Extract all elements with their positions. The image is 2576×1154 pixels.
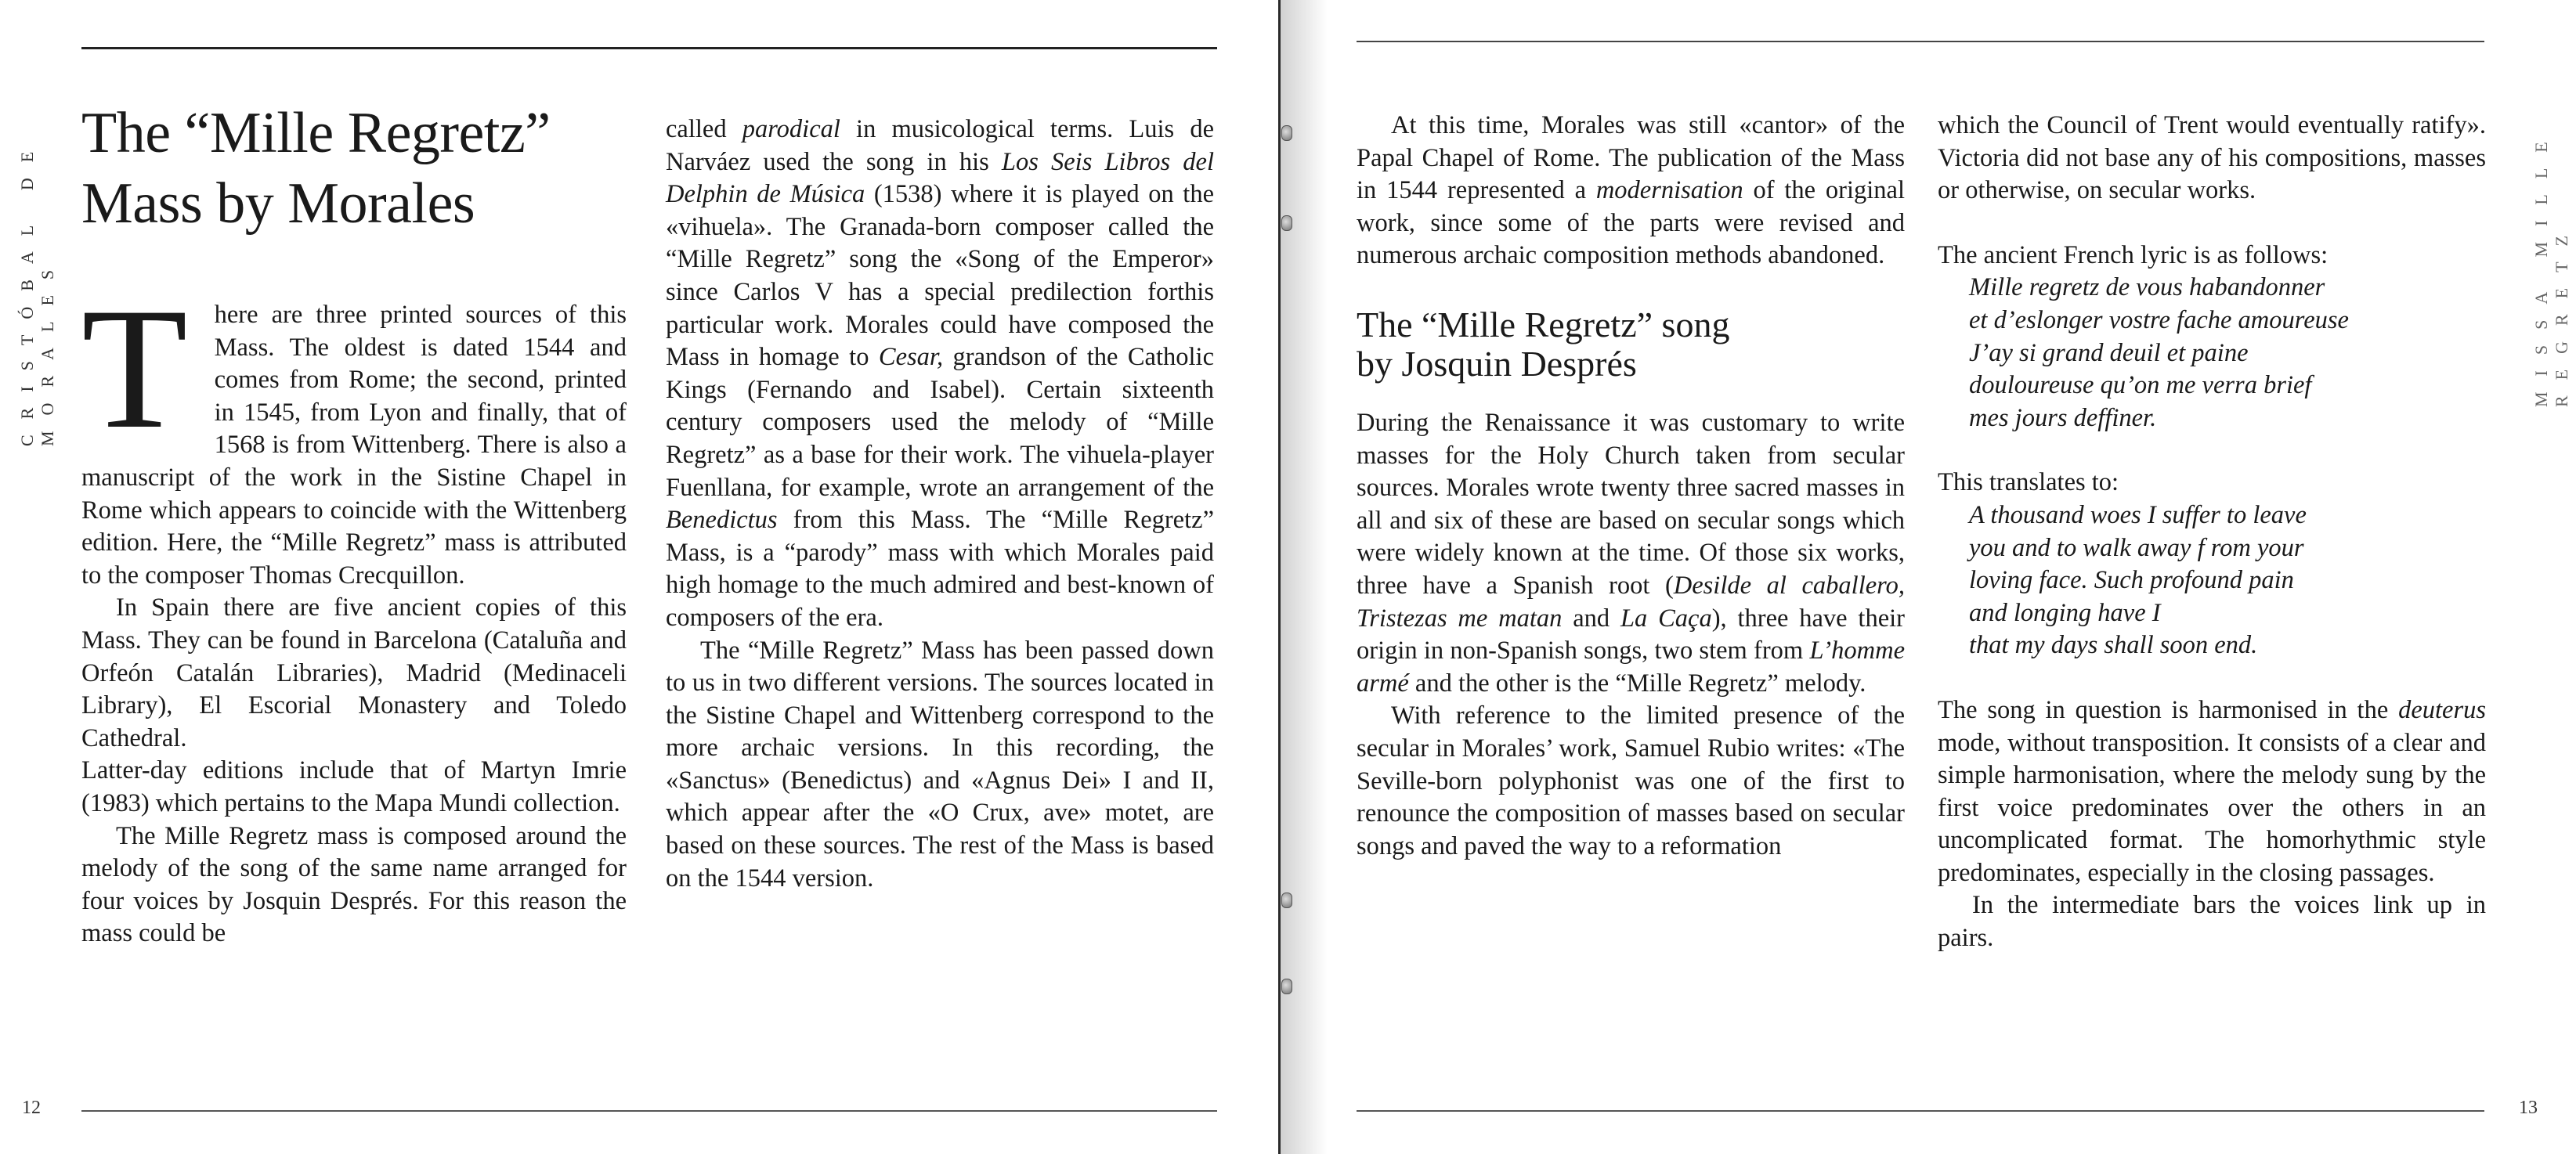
italic-title: La Caça: [1620, 604, 1712, 633]
verse-line: that my days shall soon end.: [1969, 631, 2258, 660]
drop-cap: T: [81, 272, 188, 465]
verse-line: and longing have I: [1969, 598, 2161, 627]
text: grandson of the Catholic Kings (Fernando and Isabel). Certain sixteenth century composers used the melody of “Mille Regretz” as a base for their work. The vihuela-player Fuenllana, for example, wrote an arrangement of the: [666, 343, 1214, 502]
paragraph: The “Mille Regretz” Mass has been passed down to us in two different versions. The sources located in the Sistine Chapel and Wittenberg correspond to the more archaic versions. In this recording, the «Sanctus» (Benedictus) and «Agnus Dei» I and II, which appear after the «O Crux, ave» motet, are based on these sources. The rest of the Mass is based on the 1544 version.: [666, 636, 1214, 893]
verse-line: loving face. Such profound pain: [1969, 566, 2294, 595]
text: from this Mass. The “Mille Regretz” Mass, is a “parody” mass with which Morales paid high homage to the much admired and best-known of composers of the era.: [666, 506, 1214, 632]
paragraph: Latter-day editions include that of Martyn Imrie (1983) which pertains to the Mapa Mundi collection.: [81, 756, 627, 817]
italic-title: Los Seis Libros del Delphin de Música: [666, 147, 1214, 209]
top-rule-right: [1357, 41, 2484, 42]
section-heading-line-2: by Josquin Després: [1357, 343, 1637, 384]
italic-term: parodical: [742, 115, 840, 143]
paragraph: which the Council of Trent would eventually ratify». Victoria did not base any of his compositions, masses or otherwise, on secular works.: [1938, 111, 2486, 205]
title-line-1: The “Mille Regretz”: [81, 101, 551, 165]
spacer: [1938, 207, 2486, 240]
paragraph: [1938, 694, 2486, 890]
italic-title: L’homme armé: [1357, 637, 1905, 698]
text: and the other is the “Mille Regretz” melody.: [1408, 669, 1866, 698]
text: in musicological terms. Luis de Narváez used the song in his: [666, 115, 1214, 176]
lyric-intro: The ancient French lyric is as follows:: [1938, 240, 2329, 269]
translation-intro: This translates to:: [1938, 468, 2119, 497]
verse-line: douloureuse qu’on me verra brief: [1969, 371, 2312, 400]
text: and: [1562, 604, 1620, 633]
italic-title: Desilde al caballero, Tristezas me matan: [1357, 571, 1905, 633]
right-column-2: [1938, 110, 2486, 955]
left-column-1: [81, 272, 627, 950]
right-page: [1278, 0, 2576, 1154]
paragraph: The Mille Regretz mass is composed around the melody of the song of the same name arranged for four voices by Josquin Després. For this reason the mass could be: [81, 821, 627, 948]
paragraph: [1357, 110, 1905, 272]
spacer: [1938, 662, 2486, 694]
paragraph-text: here are three printed sources of this Mass. The oldest is dated 1544 and comes from Rome; the second, printed in 1545, from Lyon and finally, that of 1568 is from Wittenberg. There is also a manuscript of the work in the Sistine Chapel in Rome which appears to coincide with the Wittenberg edition. Here, the “Mille Regretz” mass is attributed to the composer Thomas Crecquillon.: [81, 301, 627, 590]
italic-name: Cesar,: [878, 343, 944, 372]
bottom-rule-left: [81, 1110, 1217, 1112]
spacer: [1938, 435, 2486, 467]
paragraph: [666, 114, 1214, 635]
text: called: [666, 115, 742, 143]
bottom-rule-right: [1357, 1110, 2484, 1112]
verse-line: et d’eslonger vostre fache amoureuse: [1969, 305, 2349, 334]
right-column-1: [1357, 110, 1905, 863]
left-page: [0, 0, 1278, 1154]
english-translation: [1938, 499, 2486, 662]
text: At this time, Morales was still «cantor» of the Papal Chapel of Rome. The publication of the Mass in 1544 represented a: [1357, 111, 1905, 205]
verse-line: J’ay si grand deuil et paine: [1969, 338, 2249, 367]
paragraph: [81, 272, 627, 592]
text: (1538) where it is played on the «vihuela». The Granada-born composer called the “Mille Regretz” song the «Song of the Emperor» since Carlos V has a special predilection forthis particular work. Morales could have composed the Mass in homage to: [666, 180, 1215, 372]
running-head-left: CRISTÓBAL DE MORALES: [17, 135, 57, 446]
italic-title: Benedictus: [666, 506, 778, 535]
paragraph: With reference to the limited presence of the secular in Morales’ work, Samuel Rubio writes: «The Seville-born polyphonist was one of the first to renounce the composition of masses based on secular songs and paved the way to a reformation: [1357, 701, 1905, 860]
paragraph: In Spain there are five ancient copies of this Mass. They can be found in Barcelona (Cataluña and Orfeón Catalán Libraries), Madrid (Medinaceli Library), El Escorial Monastery and Toledo Cathedral.: [81, 593, 627, 752]
verse-line: Mille regretz de vous habandonner: [1969, 273, 2325, 302]
italic-term: modernisation: [1595, 176, 1743, 205]
text: ), three have their origin in non-Spanish songs, two stem from: [1357, 604, 1905, 665]
text: of the original work, since some of the parts were revised and numerous archaic composition methods abandoned.: [1357, 176, 1905, 270]
title-line-2: Mass by Morales: [81, 171, 475, 236]
text: mode, without transposition. It consists of a clear and simple harmonisation, where the melody sung by the first voice predominates over the others in an uncomplicated format. The homorhythmic style predominates, especially in the closing passages.: [1938, 728, 2486, 887]
paragraph: [1357, 407, 1905, 700]
top-rule-left: [81, 47, 1217, 49]
page-number-left: 12: [22, 1098, 41, 1118]
page-title: [81, 98, 551, 239]
left-column-2: [666, 114, 1214, 895]
page-number-right: 13: [2519, 1098, 2538, 1118]
running-head-right: MISSA MILLE REGRETZ: [2531, 126, 2571, 407]
text: The song in question is harmonised in the: [1938, 695, 2399, 724]
verse-line: mes jours deffiner.: [1969, 403, 2157, 432]
french-lyric: [1938, 272, 2486, 435]
section-heading-line-1: The “Mille Regretz” song: [1357, 304, 1730, 344]
paragraph: In the intermediate bars the voices link up in pairs.: [1938, 891, 2486, 953]
verse-line: you and to walk away f rom your: [1969, 533, 2304, 562]
section-heading: [1357, 305, 1905, 384]
italic-term: deuterus: [2398, 695, 2486, 724]
verse-line: A thousand woes I suffer to leave: [1969, 500, 2307, 529]
text: During the Renaissance it was customary to write masses for the Holy Church taken from secular sources. Morales wrote twenty three sacred masses in all and six of these are based on secular songs which were widely known at the time. Of those six works, three have a Spanish root (: [1357, 408, 1905, 600]
